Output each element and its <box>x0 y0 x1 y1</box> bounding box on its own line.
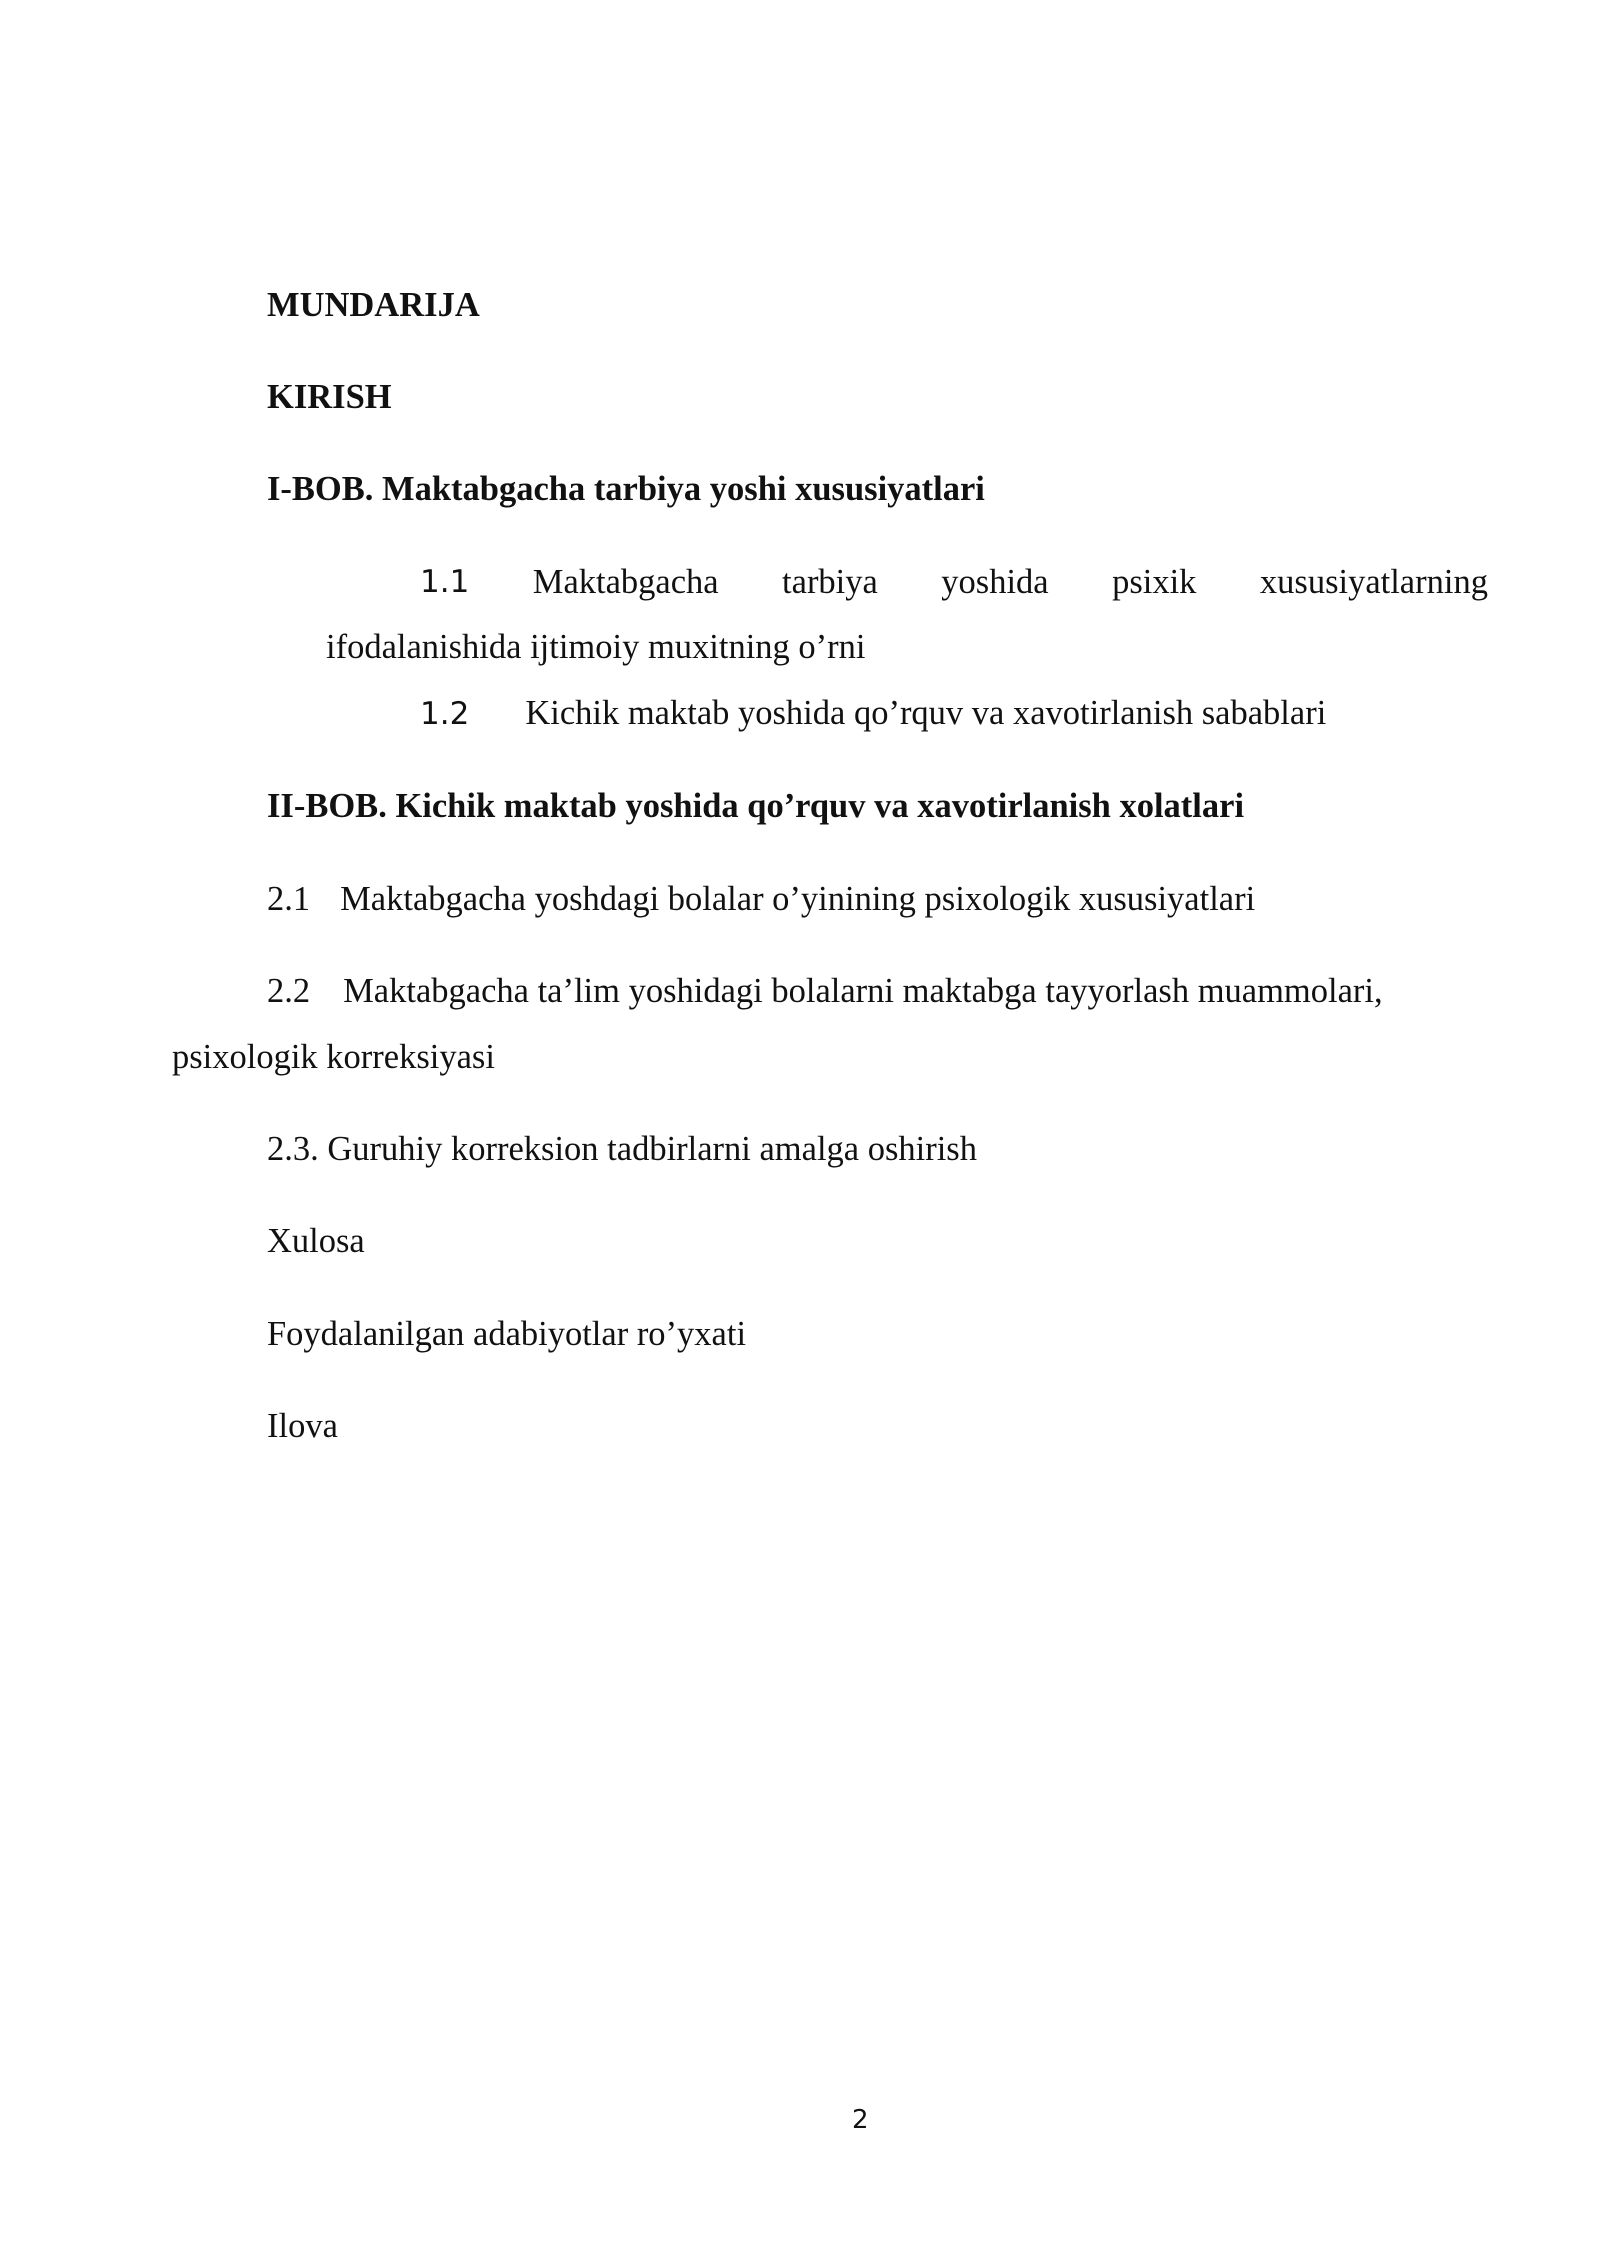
toc-item-1-2-text: Kichik maktab yoshida qo’rquv va xavotirlanish sabablari <box>525 694 1327 732</box>
toc-item-1-2 <box>420 693 1326 734</box>
toc-item-2-2-number: 2.2 <box>267 972 311 1010</box>
toc-item-2-1-number: 2.1 <box>267 880 311 918</box>
toc-item-2-2-continuation: psixologik korreksiyasi <box>172 1038 495 1076</box>
toc-item-2-3: 2.3. Guruhiy korreksion tadbirlarni amalga oshirish <box>267 1130 977 1168</box>
toc-conclusion: Xulosa <box>267 1222 365 1260</box>
toc-item-1-1-word: xususiyatlarning <box>1259 563 1488 601</box>
chapter1-heading: I-BOB. Maktabgacha tarbiya yoshi xususiyatlari <box>267 470 985 508</box>
toc-item-1-1-word: Maktabgacha <box>532 563 719 601</box>
toc-references: Foydalanilgan adabiyotlar ro’yxati <box>267 1315 747 1353</box>
toc-item-1-1-word: yoshida <box>941 563 1049 601</box>
toc-appendix: Ilova <box>267 1407 338 1445</box>
toc-item-2-1 <box>267 879 1255 919</box>
toc-item-1-1-word: psixik <box>1112 563 1197 601</box>
chapter2-heading: II-BOB. Kichik maktab yoshida qo’rquv va xavotirlanish xolatlari <box>267 787 1245 825</box>
toc-item-2-2 <box>267 971 1488 1011</box>
toc-item-1-1-word: tarbiya <box>782 563 878 601</box>
toc-item-1-2-number: 1.2 <box>420 696 470 732</box>
toc-item-1-1-continuation: ifodalanishida ijtimoiy muxitning o’rni <box>326 628 866 666</box>
toc-item-2-2-text: Maktabgacha ta’lim yoshidagi bolalarni maktabga tayyorlash muammolari, <box>343 972 1383 1010</box>
page-number: 2 <box>852 2105 869 2135</box>
toc-item-1-1 <box>420 562 1488 602</box>
toc-intro: KIRISH <box>267 378 392 416</box>
toc-item-2-1-text: Maktabgacha yoshdagi bolalar o’yinining psixologik xususiyatlari <box>340 880 1256 918</box>
toc-title: MUNDARIJA <box>267 286 480 324</box>
toc-item-1-1-number: 1.1 <box>420 564 470 600</box>
